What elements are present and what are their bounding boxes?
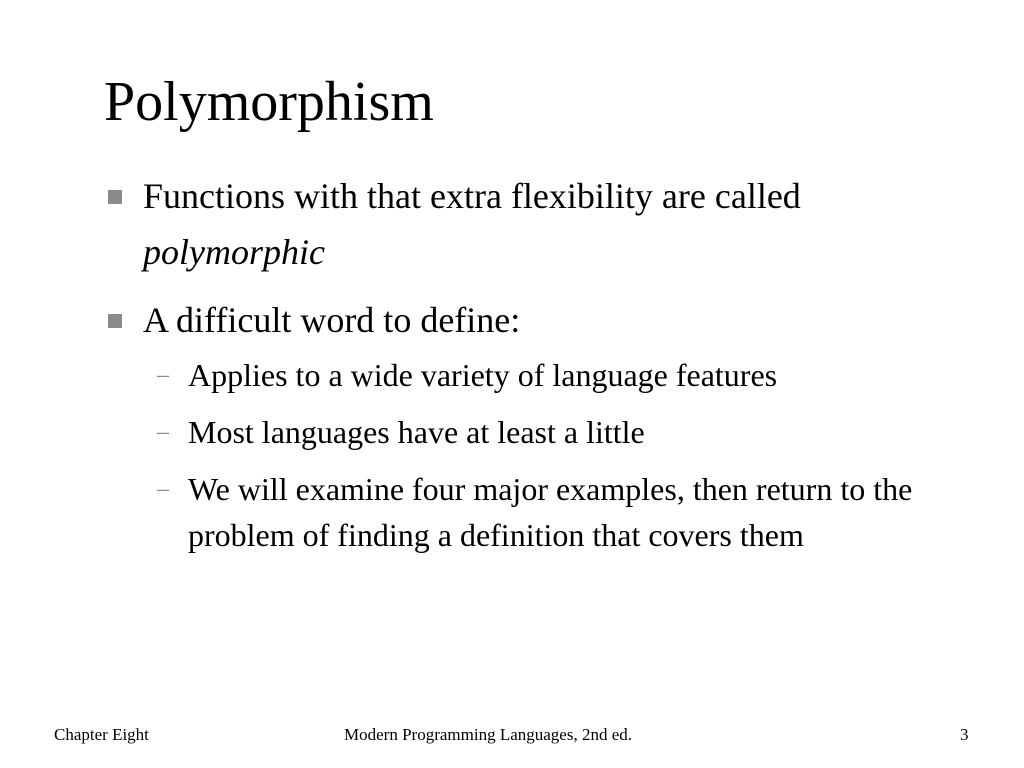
square-bullet-icon	[108, 190, 122, 204]
sub-bullet-item	[104, 352, 984, 398]
sub-bullet-text: Applies to a wide variety of language features	[188, 357, 778, 393]
footer-book-title: Modern Programming Languages, 2nd ed.	[344, 725, 632, 744]
bullet-item	[104, 292, 984, 558]
sub-bullet-text: We will examine four major examples, then return to the problem of finding a definition that covers them	[188, 471, 913, 553]
bullet-list	[104, 168, 984, 570]
dash-bullet-icon: –	[157, 476, 169, 502]
dash-bullet-icon: –	[157, 419, 169, 445]
bullet-emphasis: polymorphic	[143, 232, 325, 272]
bullet-item	[104, 168, 984, 280]
sub-bullet-list	[104, 352, 984, 558]
footer-chapter: Chapter Eight	[54, 725, 149, 744]
bullet-text: A difficult word to define:	[143, 300, 521, 340]
slide-title: Polymorphism	[104, 71, 434, 133]
sub-bullet-list-wrapper	[104, 352, 984, 558]
bullet-text: Functions with that extra flexibility are called	[143, 176, 801, 216]
square-bullet-icon	[108, 314, 122, 328]
page-number: 3	[960, 725, 969, 744]
sub-bullet-text: Most languages have at least a little	[188, 414, 645, 450]
sub-bullet-item	[104, 466, 984, 558]
sub-bullet-item	[104, 409, 984, 455]
dash-bullet-icon: –	[157, 362, 169, 388]
